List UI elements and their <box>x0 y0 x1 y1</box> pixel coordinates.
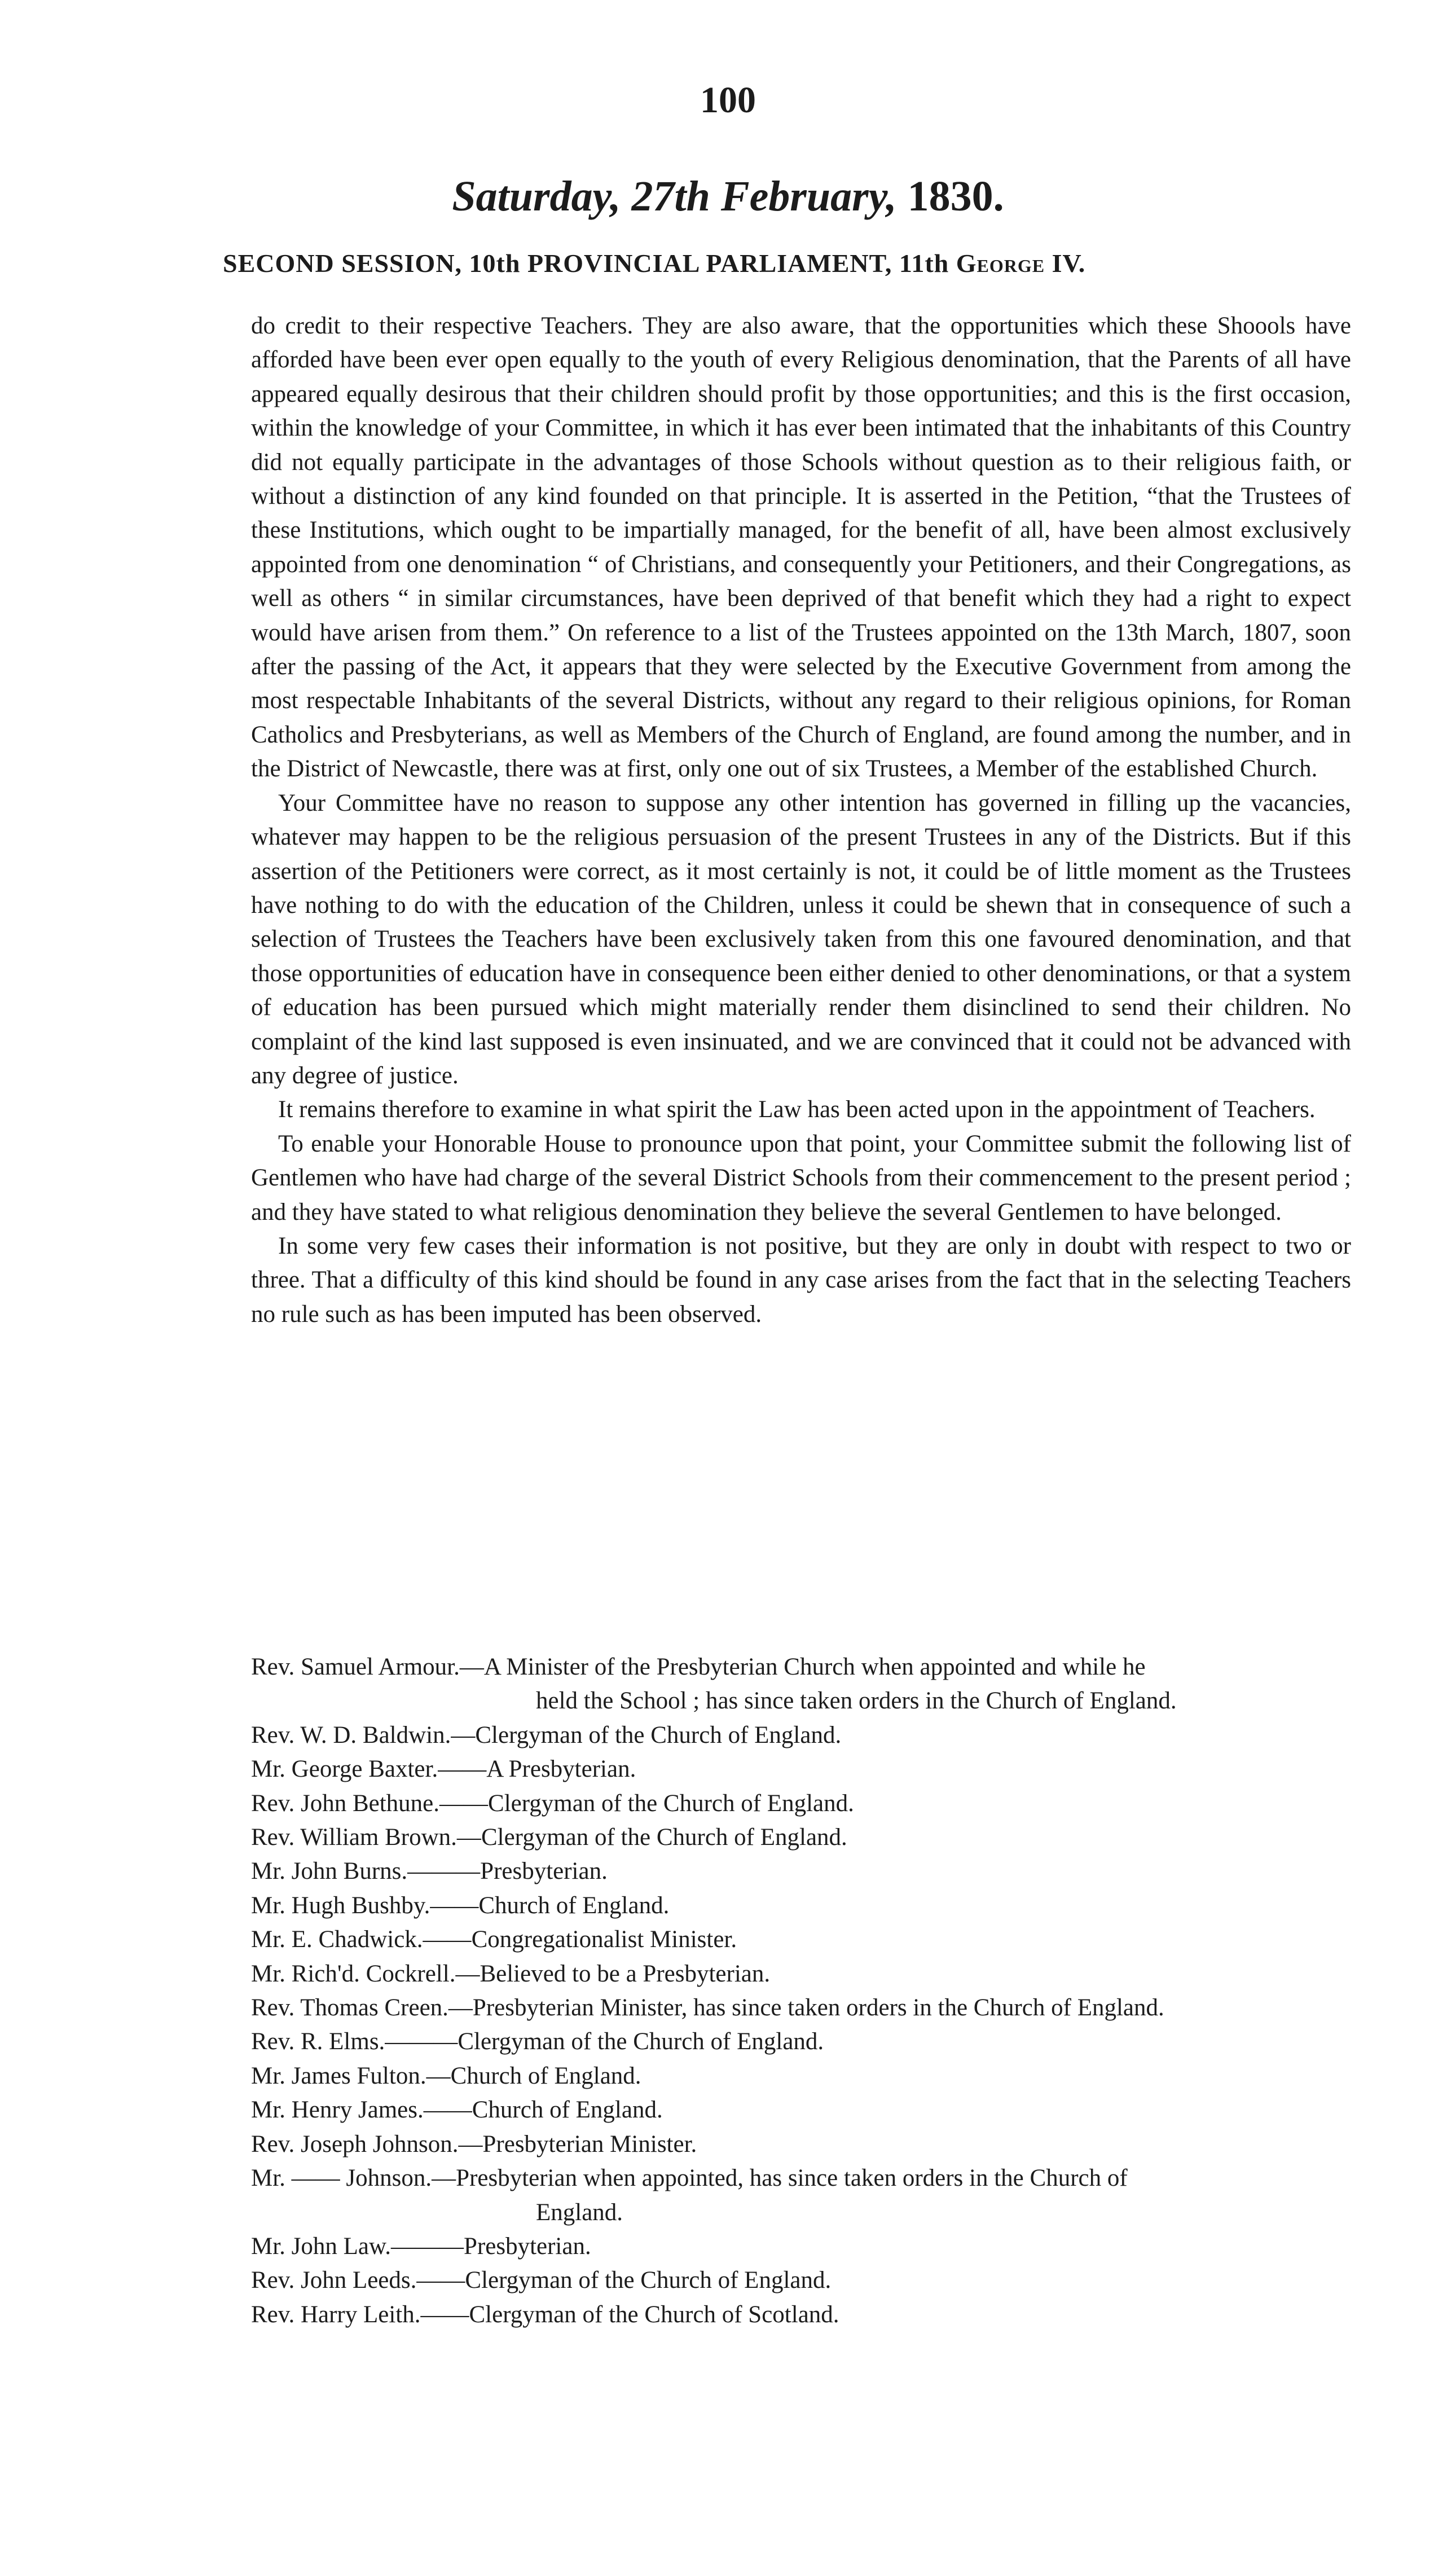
teacher-denomination: Clergyman of the Church of England. <box>481 1824 847 1851</box>
teacher-list <box>251 1650 1357 2332</box>
paragraph-5: In some very few cases their information is not positive, but they are only in doubt with respect to two or three. That a difficulty of this kind should be found in any case arises from the fact that in the selecting Teachers no rule such as has been imputed has been observed. <box>251 1232 1351 1328</box>
teacher-denomination: Presbyterian Minister, has since taken orders in the Church of England. <box>472 1994 1164 2022</box>
teacher-entry <box>251 1889 1357 1923</box>
teacher-denomination: Church of England. <box>472 2097 663 2124</box>
teacher-denomination: Clergyman of the Church of Scotland. <box>469 2301 839 2328</box>
teacher-denomination: A Presbyterian. <box>486 1756 636 1783</box>
teacher-denomination: Presbyterian. <box>480 1858 608 1885</box>
teacher-name: Rev. Joseph Johnson.— <box>251 2130 483 2158</box>
date-year: 1830. <box>907 173 1004 220</box>
teacher-entry <box>251 1719 1357 1752</box>
teacher-entry <box>251 1787 1357 1821</box>
teacher-denomination: A Minister of the Presbyterian Church when appointed and while he <box>483 1654 1146 1680</box>
teacher-denomination: Clergyman of the Church of England. <box>465 2267 832 2294</box>
teacher-entry <box>251 2161 1357 2230</box>
teacher-denomination: Believed to be a Presbyterian. <box>480 1960 771 1987</box>
teacher-name: Rev. Harry Leith.—— <box>251 2301 469 2328</box>
teacher-name: Mr. Hugh Bushby.—— <box>251 1892 479 1919</box>
teacher-name: Mr. Rich'd. Cockrell.— <box>251 1960 480 1987</box>
teacher-name: Mr. Henry James.—— <box>251 2097 472 2124</box>
teacher-entry <box>251 2093 1357 2127</box>
session-prefix: SECOND SESSION, 10th PROVINCIAL PARLIAMENT, 11th <box>223 249 956 278</box>
teacher-entry <box>251 1991 1357 2025</box>
teacher-denomination: Church of England. <box>450 2062 641 2089</box>
teacher-denomination-continued: held the School ; has since taken orders in the Church of England. <box>536 1688 1177 1715</box>
teacher-name: Mr. James Fulton.— <box>251 2062 451 2089</box>
teacher-entry <box>251 1855 1357 1888</box>
teacher-entry <box>251 2298 1357 2332</box>
paragraph-2: Your Committee have no reason to suppose any other intention has governed in filling up the vacancies, whatever may happen to be the religious persuasion of the present Trustees in any of the Districts. But if this assertion of the Petitioners were correct, as it most certainly is not, it could be of little moment as the Trustees have nothing to do with the education of the Children, unless it could be shewn that in consequence of such a selection of Trustees the Teachers have been exclusively taken from this one favoured denomination, and that those opportunities of education have in consequence been either denied to other denominations, or that a system of education has been pursued which might materially render them disinclined to send their children. No complaint of the kind last supposed is even insinuated, and we are convinced that it could not be advanced with any degree of justice. <box>251 789 1351 1089</box>
teacher-name: Rev. R. Elms.——— <box>251 2028 458 2055</box>
teacher-name: Mr. George Baxter.—— <box>251 1756 487 1783</box>
teacher-entry <box>251 2025 1357 2059</box>
date-heading <box>0 172 1456 221</box>
teacher-name: Mr. E. Chadwick.—— <box>251 1926 472 1953</box>
teacher-name: Mr. John Law.——— <box>251 2233 464 2260</box>
teacher-denomination: Clergyman of the Church of England. <box>475 1721 842 1748</box>
teacher-entry <box>251 1821 1357 1855</box>
teacher-denomination-continued: England. <box>536 2199 623 2226</box>
teacher-denomination: Presbyterian Minister. <box>482 2130 697 2158</box>
teacher-entry <box>251 2264 1357 2297</box>
teacher-name: Mr. John Burns.——— <box>251 1858 481 1885</box>
teacher-name: Rev. Samuel Armour.— <box>251 1654 484 1680</box>
paragraph-1: do credit to their respective Teachers. They are also aware, that the opportunities which these Shoools have afforded have been ever open equally to the youth of every Religious denomination, that the Parents of all have appeared equally desirous that their children should profit by those opportunities; and this is the first occasion, within the knowledge of your Committee, in which it has ever been intimated that the inhabitants of this Country did not equally participate in the advantages of those Schools without question as to their religious faith, or without a distinction of any kind founded on that principle. It is asserted in the Petition, “that the Trustees of these Institutions, which ought to be impartially managed, for the benefit of all, have been almost exclusively appointed from one denomination “ of Christians, and consequently your Petitioners, and their Congregations, as well as others “ in similar circumstances, have been deprived of that benefit which they had a right to expect would have arisen from them.” On reference to a list of the Trustees appointed on the 13th March, 1807, soon after the passing of the Act, it appears that they were selected by the Executive Government from among the most respectable Inhabitants of the several Districts, without any regard to their religious opinions, for Roman Catholics and Presbyterians, as well as Members of the Church of England, are found among the number, and in the District of Newcastle, there was at first, only one out of six Trustees, a Member of the established Church. <box>251 313 1351 783</box>
teacher-denomination: Clergyman of the Church of England. <box>488 1790 854 1817</box>
teacher-name: Rev. Thomas Creen.— <box>251 1994 473 2022</box>
teacher-denomination: Congregationalist Minister. <box>471 1926 737 1953</box>
committee-report-text <box>251 309 1351 1332</box>
teacher-denomination: Presbyterian when appointed, has since taken orders in the Church of <box>456 2165 1128 2192</box>
session-heading <box>223 248 1233 278</box>
page-number: 100 <box>700 80 756 121</box>
teacher-denomination: Clergyman of the Church of England. <box>458 2028 824 2055</box>
session-king: George IV. <box>956 249 1086 278</box>
teacher-entry <box>251 1957 1357 1991</box>
teacher-name: Rev. William Brown.— <box>251 1824 481 1851</box>
paragraph-4: To enable your Honorable House to pronounce upon that point, your Committee submit the following list of Gentlemen who have had charge of the several District Schools from their commencement to the present period ; and they have stated to what religious denomination they believe the several Gentlemen to have belonged. <box>251 1130 1351 1225</box>
teacher-name: Mr. —— Johnson.— <box>251 2165 456 2192</box>
teacher-entry <box>251 1923 1357 1957</box>
teacher-entry <box>251 1752 1357 1786</box>
teacher-entry <box>251 1650 1357 1719</box>
teacher-name: Rev. John Leeds.—— <box>251 2267 465 2294</box>
teacher-denomination: Presbyterian. <box>464 2233 591 2260</box>
teacher-name: Rev. W. D. Baldwin.— <box>251 1721 476 1748</box>
teacher-entry <box>251 2128 1357 2161</box>
date-text: Saturday, 27th February, <box>452 173 897 220</box>
teacher-entry <box>251 2230 1357 2264</box>
teacher-name: Rev. John Bethune.—— <box>251 1790 489 1817</box>
teacher-entry <box>251 2059 1357 2093</box>
paragraph-3: It remains therefore to examine in what spirit the Law has been acted upon in the appointment of Teachers. <box>278 1096 1316 1123</box>
teacher-denomination: Church of England. <box>478 1892 670 1919</box>
